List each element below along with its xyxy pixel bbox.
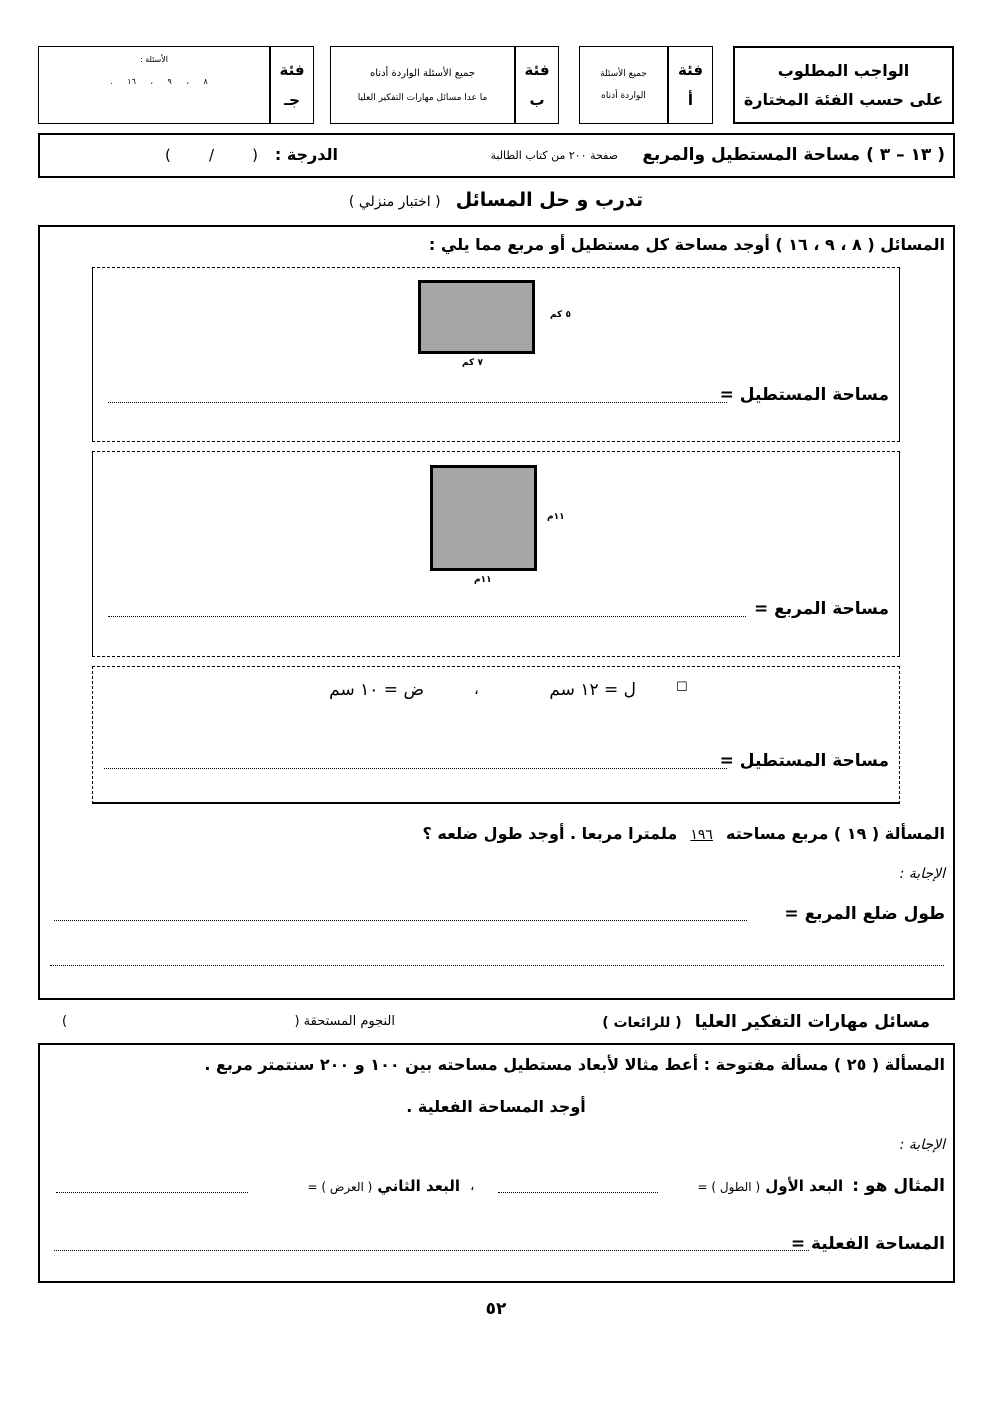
category-b-label: فئة: [524, 61, 550, 79]
homework-title-line1: الواجب المطلوب: [777, 61, 910, 80]
answer-line-square-area[interactable]: [108, 616, 746, 617]
category-c-label-box[interactable]: [270, 46, 314, 124]
category-b-desc-line2: ما عدا مسائل مهارات التفكير العليا: [357, 92, 488, 103]
rectangle-shape: [418, 280, 535, 354]
example-label: المثال هو :: [852, 1176, 945, 1196]
answer-line-dim2[interactable]: [56, 1192, 248, 1193]
example-row: [698, 1176, 945, 1196]
rectangle-bottom-label: ٧ كم: [462, 358, 483, 368]
square-shape: [430, 465, 537, 571]
length-value: ل = ١٢ سم: [549, 680, 636, 700]
section2-heading: مسائل مهارات التفكير العليا: [694, 1012, 930, 1032]
square-bottom-label: ١١م: [474, 575, 492, 585]
dim1-label: البعد الأول: [765, 1177, 844, 1195]
problem25-line1: المسألة ( ٢٥ ) مسألة مفتوحة : أعط مثالا لأبعاد مستطيل مساحته بين ١٠٠ و ٢٠٠ سنتمتر مربع .: [204, 1055, 945, 1074]
category-a-desc-line1: جميع الأسئلة: [600, 69, 647, 79]
category-c-letter: جـ: [284, 91, 300, 109]
category-b-letter: ب: [529, 91, 545, 109]
page-reference: صفحة ٢٠٠ من كتاب الطالبة: [490, 149, 618, 162]
section2-for-label: ( للرائعات ): [602, 1015, 682, 1031]
stars-field[interactable]: ): [62, 1014, 68, 1029]
category-b-label-box[interactable]: [515, 46, 559, 124]
category-a-label: فئة: [677, 61, 704, 79]
problem25-answer-heading: الإجابة :: [899, 1137, 945, 1153]
answer-line-rectangle2-area[interactable]: [104, 768, 727, 769]
answer-label-square-side: طول ضلع المربع =: [784, 904, 945, 924]
category-a-letter: أ: [687, 91, 694, 109]
section1-intro: المسائل ( ٨ ، ٩ ، ١٦ ) أوجد مساحة كل مستطيل أو مربع مما يلي :: [428, 235, 945, 254]
dim1-hint: ( الطول ) =: [697, 1180, 761, 1194]
homework-title-box: [733, 46, 954, 124]
width-value: ض = ١٠ سم: [329, 680, 424, 700]
answer-line-rectangle-area[interactable]: [108, 402, 727, 403]
problem19-area-value: ١٩٦: [690, 827, 713, 843]
homework-title-line2: على حسب الفئة المختارة: [743, 90, 944, 109]
category-c-desc-numbers: ٨ ، ٩ ، ١٦ .: [110, 77, 208, 86]
category-a-desc-line2: الواردة أدناه: [601, 91, 646, 101]
problem19-answer-heading: الإجابة :: [899, 866, 945, 882]
stars-label: النجوم المستحقة (: [294, 1014, 395, 1029]
category-a-desc-box: [579, 46, 668, 124]
dim2-row: [308, 1176, 460, 1195]
dimension-separator: ،: [474, 680, 479, 698]
category-b-desc-line1: جميع الأسئلة الواردة أدناه: [370, 67, 475, 79]
lesson-title: ( ١٣ – ٣ ) مساحة المستطيل والمربع: [642, 145, 945, 165]
rectangle-side-label: ٥ كم: [550, 310, 571, 320]
dim-separator: ،: [470, 1178, 475, 1194]
page-number: ٥٢: [485, 1299, 507, 1319]
checkbox-icon[interactable]: ☐: [676, 680, 688, 695]
problem19-question: [423, 824, 945, 843]
dim2-label: البعد الثاني: [377, 1177, 460, 1195]
section1-subheading: ( اختبار منزلي ): [348, 194, 441, 210]
grade-field[interactable]: ( / ): [164, 146, 258, 164]
answer-line-actual-area[interactable]: [54, 1250, 809, 1251]
answer-line-square-side-extra[interactable]: [50, 965, 944, 966]
problem-box-dimensions: [92, 666, 900, 804]
answer-label-rectangle2-area: مساحة المستطيل =: [719, 751, 889, 771]
problem19-question-rest: ملمترا مربعا . أوجد طول ضلعه ؟: [422, 824, 678, 843]
answer-label-rectangle-area: مساحة المستطيل =: [719, 385, 889, 405]
section2-heading-row: [602, 1012, 930, 1032]
section1-heading: تدرب و حل المسائل: [455, 189, 644, 211]
problem19-question-text: المسألة ( ١٩ ) مربع مساحته: [726, 824, 945, 843]
lesson-bar: [38, 133, 955, 178]
category-c-desc-box: [38, 46, 270, 124]
category-a-label-box[interactable]: [668, 46, 713, 124]
square-side-label: ١١م: [547, 512, 565, 522]
answer-line-dim1[interactable]: [498, 1192, 658, 1193]
actual-area-label: المساحة الفعلية =: [790, 1234, 945, 1254]
problem25-line2: أوجد المساحة الفعلية .: [406, 1097, 586, 1116]
category-c-label: فئة: [279, 61, 305, 79]
answer-line-square-side[interactable]: [54, 920, 747, 921]
dim2-hint: ( العرض ) =: [307, 1180, 373, 1194]
answer-label-square-area: مساحة المربع =: [753, 599, 889, 619]
grade-label: الدرجة :: [274, 145, 338, 164]
section1-heading-row: [0, 189, 992, 211]
category-c-desc-title: الأسئلة :: [139, 55, 169, 64]
category-b-desc-box: [330, 46, 515, 124]
